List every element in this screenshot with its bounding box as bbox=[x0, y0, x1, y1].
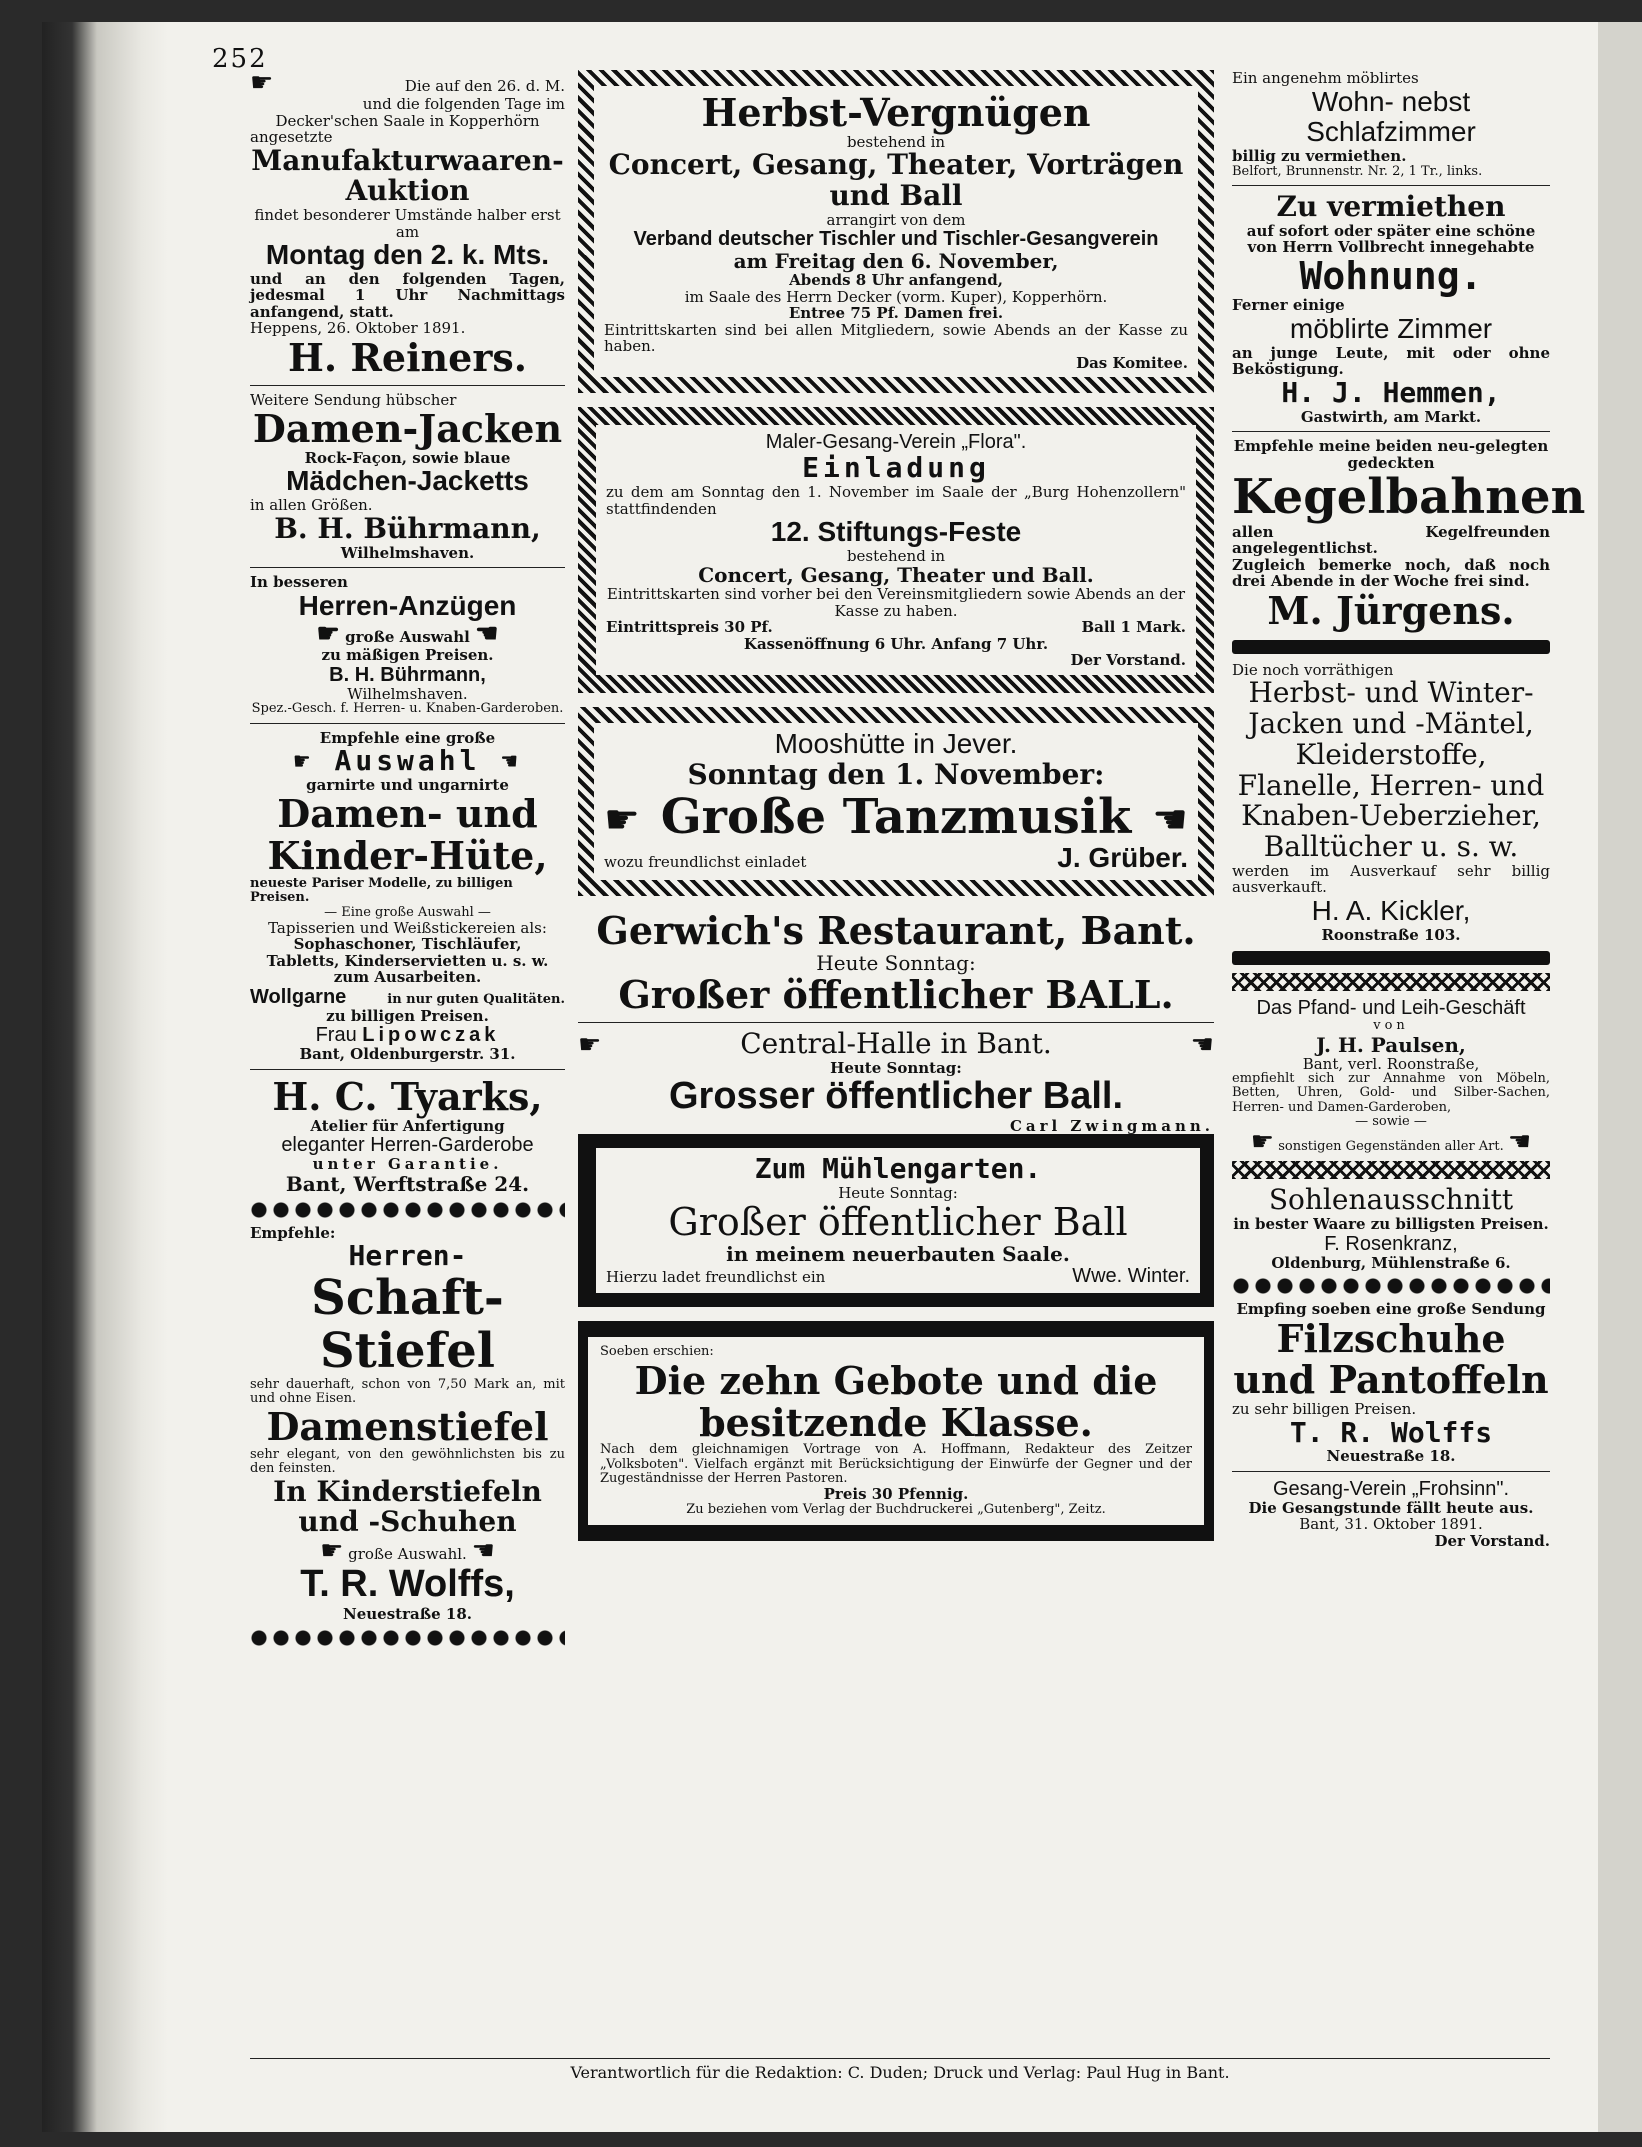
ad-text: und die folgenden Tage im bbox=[362, 95, 565, 113]
divider bbox=[250, 385, 565, 386]
pointing-hand-icon: ☚ bbox=[1507, 1127, 1532, 1158]
ad-signature: T. R. Wolffs bbox=[1289, 1415, 1493, 1449]
ad-text: zum Ausarbeiten. bbox=[333, 968, 482, 987]
ad-jacken bbox=[250, 392, 565, 561]
ad-muehle bbox=[578, 1134, 1214, 1307]
ad-text: im Saale des Herrn Decker (vorm. Kuper), Kopperhörn. bbox=[684, 287, 1108, 306]
ad-central bbox=[578, 1026, 1214, 1135]
ad-signature: B. H. Bührmann, bbox=[274, 511, 541, 545]
pointing-hand-icon: ☚ bbox=[471, 1536, 495, 1567]
ad-signature: M. Jürgens. bbox=[1267, 587, 1515, 633]
ad-text: Gastwirth, am Markt. bbox=[1300, 407, 1482, 426]
ad-text: garnirte und ungarnirte bbox=[306, 775, 509, 794]
ad-text: Ball 1 Mark. bbox=[1081, 618, 1186, 637]
ad-text: Tabletts, Kinderservietten u. s. w. bbox=[266, 951, 549, 970]
ad-text: Wilhelmshaven. bbox=[340, 543, 475, 562]
ad-text: sonstigen Gegenständen aller Art. bbox=[1278, 1139, 1504, 1155]
ad-text: Zu beziehen vom Verlag der Buchdruckerei „Gutenberg", Zeitz. bbox=[686, 1501, 1106, 1517]
ad-text: in nur guten Qualitäten. bbox=[387, 991, 565, 1007]
ad-text: Ein angenehm möblirtes bbox=[1232, 69, 1419, 87]
ad-title: Damen- und bbox=[277, 791, 538, 837]
page-edge bbox=[1598, 22, 1642, 2132]
ad-title: Kinder-Hüte, bbox=[267, 833, 548, 879]
ad-anzuege bbox=[250, 574, 565, 717]
ad-vermiethen bbox=[1232, 189, 1550, 426]
ad-text: unter Garantie. bbox=[312, 1155, 503, 1174]
ad-text: von bbox=[1373, 1018, 1409, 1034]
ad-text: Die Gesangstunde fällt heute aus. bbox=[1248, 1498, 1534, 1517]
ad-title: Damenstiefel bbox=[266, 1404, 549, 1450]
ad-text: Atelier für Anfertigung bbox=[310, 1116, 505, 1135]
ad-text: Rock-Façon, sowie blaue bbox=[304, 448, 511, 467]
ad-text: Oldenburg, Mühlenstraße 6. bbox=[1271, 1253, 1511, 1272]
ad-title: Herbst-Vergnügen bbox=[701, 90, 1091, 135]
ad-wohn bbox=[1232, 70, 1550, 179]
ad-title: Mädchen-Jacketts bbox=[286, 465, 529, 497]
pointing-hand-icon: ☛ bbox=[320, 1536, 344, 1567]
ad-text: Spez.-Gesch. f. Herren- u. Knaben-Garderoben. bbox=[251, 701, 564, 717]
ad-title: Wohnung. bbox=[1299, 253, 1483, 298]
middle-column bbox=[578, 70, 1214, 1541]
ad-text: Empfing soeben eine große Sendung bbox=[1236, 1300, 1546, 1319]
pointing-hand-icon: ☛ bbox=[250, 68, 274, 98]
ad-text: empfiehlt sich zur Annahme von Möbeln, Betten, Uhren, Gold- und Silber-Sachen, Herren- und Damen-Garderoben, bbox=[1232, 1071, 1550, 1115]
ad-signature: Lipowczak bbox=[362, 1024, 500, 1047]
ad-title: Sonntag den 1. November: bbox=[687, 757, 1105, 791]
ad-text: Belfort, Brunnenstr. Nr. 2, 1 Tr., links. bbox=[1232, 163, 1483, 179]
pointing-hand-icon: ☛ bbox=[604, 796, 640, 843]
ad-text: bestehend in bbox=[846, 546, 946, 565]
ad-tyarks bbox=[250, 1073, 565, 1196]
ad-text: Tapisserien und Weißstickereien als: bbox=[268, 918, 547, 937]
ad-text: Empfehle eine große bbox=[319, 728, 496, 747]
ad-text: billig zu vermiethen. bbox=[1232, 147, 1407, 166]
ad-text: angesetzte bbox=[250, 128, 333, 146]
ad-title: möblirte Zimmer bbox=[1289, 312, 1493, 344]
ad-text: neueste Pariser Modelle, zu billigen Preisen. bbox=[250, 876, 513, 906]
ad-text: in bester Waare zu billigsten Preisen. bbox=[1233, 1215, 1549, 1234]
divider bbox=[1232, 1471, 1550, 1472]
ad-title: Großer öffentlicher BALL. bbox=[618, 971, 1174, 1017]
ad-text: und an den folgenden Tagen, jedesmal 1 Uhr Nachmittags anfangend, statt. bbox=[250, 269, 565, 321]
ad-text: zu sehr billigen Preisen. bbox=[1232, 1400, 1417, 1419]
ad-text: Frau bbox=[315, 1024, 357, 1047]
ad-date: Montag den 2. k. Mts. bbox=[265, 239, 550, 271]
ad-text: Wilhelmshaven. bbox=[347, 684, 468, 703]
imprint-footer: Verantwortlich für die Redaktion: C. Duden; Druck und Verlag: Paul Hug in Bant. bbox=[250, 2058, 1550, 2082]
ad-text: große Auswahl bbox=[345, 628, 470, 647]
pointing-hand-icon: ☚ bbox=[1152, 796, 1188, 843]
ad-text: Zugleich bemerke noch, daß noch drei Abende in der Woche frei sind. bbox=[1232, 555, 1550, 591]
ad-signature: H. A. Kickler, bbox=[1311, 894, 1471, 926]
ad-text: Nach dem gleichnamigen Vortrage von A. Hoffmann, Redakteur des Zeitzer „Volksboten". Vielfach ergänzt mit Berücksichtigung der Einwürfe der Gegner und der Zugeständnisse der Herren Pastoren. bbox=[600, 1442, 1192, 1486]
pointing-hand-icon: ☚ bbox=[1190, 1029, 1214, 1060]
ad-text: in meinem neuerbauten Saale. bbox=[726, 1242, 1070, 1267]
ad-kickler bbox=[1232, 662, 1550, 944]
ad-text: Neuestraße 18. bbox=[1326, 1447, 1456, 1466]
ad-text: Roonstraße 103. bbox=[1321, 925, 1461, 944]
ad-text: Empfehle: bbox=[250, 1223, 336, 1242]
ad-text: Preis 30 Pfennig. bbox=[823, 1485, 969, 1504]
ad-text: auf sofort oder später eine schöne von Herrn Vollbrecht innegehabte bbox=[1246, 221, 1536, 257]
decorative-border bbox=[250, 1201, 565, 1219]
ad-title: H. C. Tyarks, bbox=[272, 1073, 543, 1119]
ad-text: In besseren bbox=[250, 573, 348, 592]
ad-title: Schaft-Stiefel bbox=[311, 1270, 504, 1379]
ad-kegel bbox=[1232, 437, 1586, 633]
pointing-hand-icon: ☚ bbox=[475, 619, 499, 650]
pointing-hand-icon: ☛ bbox=[316, 619, 340, 650]
ad-title: Grosser öffentlicher Ball. bbox=[668, 1075, 1123, 1118]
divider bbox=[250, 567, 565, 568]
ad-text: Ferner einige bbox=[1232, 296, 1345, 315]
right-column bbox=[1232, 69, 1586, 1550]
decorative-border bbox=[250, 1629, 565, 1647]
ad-title: Damen-Jacken bbox=[252, 406, 563, 452]
ad-title: Wollgarne bbox=[250, 985, 347, 1008]
divider bbox=[1232, 185, 1550, 186]
ad-herbst bbox=[578, 70, 1214, 393]
ad-title: Großer öffentlicher Ball bbox=[668, 1199, 1128, 1244]
ad-title: Mooshütte in Jever. bbox=[774, 727, 1018, 759]
ad-title: 12. Stiftungs-Feste bbox=[770, 516, 1022, 548]
ad-title: Kegelbahnen bbox=[1232, 469, 1586, 526]
ad-text: wozu freundlichst einladet bbox=[604, 853, 807, 872]
pointing-hand-icon: ☛ bbox=[578, 1029, 602, 1060]
ad-text: große Auswahl. bbox=[348, 1545, 467, 1564]
ad-text: Bant, Oldenburgerstr. 31. bbox=[299, 1045, 516, 1064]
ad-gerwich bbox=[578, 910, 1214, 1016]
ad-flora bbox=[578, 407, 1214, 693]
decorative-border bbox=[1232, 951, 1550, 965]
ad-text: Die auf den 26. d. M. bbox=[404, 77, 565, 95]
ad-text: Bant, Werftstraße 24. bbox=[285, 1171, 530, 1196]
ad-signature: Der Vorstand. bbox=[1070, 651, 1186, 670]
ad-signature: B. H. Bührmann, bbox=[329, 663, 486, 686]
ad-text: Heute Sonntag: bbox=[816, 950, 976, 975]
ad-text: Entree 75 Pf. Damen frei. bbox=[788, 304, 1004, 323]
ad-text: allen Kegelfreunden angelegentlichst. bbox=[1232, 522, 1550, 558]
ad-pfand bbox=[1232, 997, 1550, 1158]
ad-text: — Eine große Auswahl — bbox=[324, 904, 491, 920]
ad-text: zu dem am Sonntag den 1. November im Saale der „Burg Hohenzollern" stattfindenden bbox=[606, 483, 1186, 518]
ad-text: Eintrittskarten sind bei allen Mitgliedern, sowie Abends an der Kasse zu haben. bbox=[604, 320, 1188, 356]
ad-title: Verband deutscher Tischler und Tischler-Gesangverein bbox=[633, 228, 1159, 251]
ad-signature: H. Reiners. bbox=[287, 334, 527, 380]
ad-text: Empfehle meine beiden neu-gelegten gedeckten bbox=[1233, 437, 1549, 472]
ad-text: sehr elegant, von den gewöhnlichsten bis zu den feinsten. bbox=[250, 1447, 565, 1477]
ad-title: Einladung bbox=[802, 451, 990, 485]
ad-text: sehr dauerhaft, schon von 7,50 Mark an, mit und ohne Eisen. bbox=[250, 1376, 565, 1406]
ad-text: in allen Größen. bbox=[250, 496, 373, 515]
divider bbox=[250, 723, 565, 724]
ad-title: Maler-Gesang-Verein „Flora". bbox=[765, 431, 1027, 454]
ad-signature: J. H. Paulsen, bbox=[1316, 1032, 1466, 1057]
ad-text: arrangirt von dem bbox=[826, 210, 966, 229]
ad-text: Soeben erschien: bbox=[600, 1344, 714, 1360]
ad-title: Gesang-Verein „Frohsinn". bbox=[1272, 1477, 1510, 1500]
decorative-border bbox=[1232, 1277, 1550, 1295]
ad-text: Sophaschoner, Tischläufer, bbox=[293, 935, 522, 954]
ad-text: Heute Sonntag: bbox=[838, 1184, 958, 1203]
ad-text: Concert, Gesang, Theater und Ball. bbox=[698, 563, 1094, 588]
divider bbox=[250, 1069, 565, 1070]
ad-title: Zum Mühlengarten. bbox=[754, 1152, 1042, 1186]
ad-frohsinn bbox=[1232, 1478, 1550, 1550]
ad-text: Neuestraße 18. bbox=[343, 1605, 472, 1624]
book-spine bbox=[42, 22, 168, 2132]
ad-title: In Kinderstiefeln und -Schuhen bbox=[273, 1474, 542, 1539]
page-number: 252 bbox=[212, 44, 268, 74]
ad-moos bbox=[578, 707, 1214, 896]
ad-title: Herren- bbox=[348, 1239, 467, 1273]
ad-text: — sowie — bbox=[1355, 1113, 1427, 1129]
pointing-hand-icon: ☛ bbox=[1250, 1127, 1275, 1158]
ad-title: Central-Halle in Bant. bbox=[740, 1026, 1052, 1060]
ad-signature: T. R. Wolffs, bbox=[300, 1563, 515, 1606]
ad-title: Auktion bbox=[345, 174, 470, 208]
ad-text: Die noch vorräthigen bbox=[1232, 660, 1394, 679]
ad-signature: Der Vorstand. bbox=[1434, 1531, 1550, 1550]
ad-signature: Carl Zwingmann. bbox=[1009, 1116, 1214, 1135]
divider bbox=[578, 1022, 1214, 1023]
pointing-hand-icon: ☛ bbox=[293, 747, 314, 778]
ad-text: werden im Ausverkauf sehr billig ausverkauft. bbox=[1232, 861, 1550, 897]
ad-huete bbox=[250, 730, 565, 1063]
ad-signature: J. Grüber. bbox=[1057, 842, 1188, 874]
decorative-border bbox=[1232, 1161, 1550, 1179]
ad-text: am Freitag den 6. November, bbox=[733, 249, 1059, 274]
ad-signature: Wwe. Winter. bbox=[1072, 1265, 1190, 1288]
ad-title: Filzschuhe und Pantoffeln bbox=[1233, 1315, 1549, 1403]
ad-title: Concert, Gesang, Theater, Vorträgen und Ball bbox=[608, 148, 1184, 213]
decorative-border bbox=[1232, 973, 1550, 991]
ad-auction bbox=[250, 70, 565, 379]
ad-title: Manufakturwaaren- bbox=[251, 143, 564, 177]
pointing-hand-icon: ☚ bbox=[501, 747, 522, 778]
ad-signature: F. Rosenkranz, bbox=[1324, 1232, 1458, 1255]
ad-text: Eintrittspreis 30 Pf. bbox=[606, 618, 773, 637]
ad-signature: H. J. Hemmen, bbox=[1281, 375, 1501, 409]
ad-sohlen bbox=[1232, 1185, 1550, 1271]
ad-text: Bant, verl. Roonstraße, bbox=[1302, 1054, 1480, 1073]
ad-title: Zu vermiethen bbox=[1276, 189, 1506, 223]
ad-text: Kassenöffnung 6 Uhr. Anfang 7 Uhr. bbox=[743, 634, 1049, 653]
ad-signature: Das Komitee. bbox=[1076, 353, 1188, 372]
ad-text: findet besonderer Umstände halber erst am bbox=[254, 206, 561, 241]
ad-text: Hierzu ladet freundlichst ein bbox=[606, 1268, 826, 1287]
ad-title: Die zehn Gebote und die besitzende Klasse. bbox=[634, 1357, 1158, 1445]
left-column bbox=[250, 70, 565, 1653]
ad-title: Große Tanzmusik bbox=[660, 788, 1132, 845]
ad-text: Abends 8 Uhr anfangend, bbox=[789, 271, 1003, 290]
ad-text: Weitere Sendung hübscher bbox=[250, 390, 457, 409]
ad-filz bbox=[1232, 1301, 1550, 1465]
ad-title: Herbst- und Winter-Jacken und -Mäntel, Kleiderstoffe, Flanelle, Herren- und Knaben-Ueberzieher, Balltücher u. s. w. bbox=[1237, 676, 1545, 864]
ad-title: Gerwich's Restaurant, Bant. bbox=[596, 908, 1196, 954]
ad-text: Eintrittskarten sind vorher bei den Vereinsmitgliedern sowie Abends an der Kasse zu haben. bbox=[606, 585, 1186, 620]
ad-text: Heute Sonntag: bbox=[830, 1058, 962, 1077]
ad-text: an junge Leute, mit oder ohne Beköstigung. bbox=[1232, 343, 1550, 379]
ad-title: Wohn- nebst Schlafzimmer bbox=[1306, 85, 1476, 148]
ad-stiefel bbox=[250, 1225, 565, 1623]
ad-text: Heppens, 26. Oktober 1891. bbox=[250, 319, 466, 338]
ad-text: zu mäßigen Preisen. bbox=[321, 646, 494, 665]
ad-title: Das Pfand- und Leih-Geschäft bbox=[1256, 997, 1526, 1020]
ad-text: Bant, 31. Oktober 1891. bbox=[1299, 1515, 1483, 1534]
ad-text: bestehend in bbox=[846, 132, 946, 151]
divider bbox=[1232, 431, 1550, 432]
ad-text: zu billigen Preisen. bbox=[326, 1006, 489, 1025]
ad-title: Sohlenausschnitt bbox=[1268, 1183, 1514, 1217]
decorative-border bbox=[1232, 640, 1550, 654]
ad-gebote bbox=[578, 1321, 1214, 1541]
ad-title: Herren-Anzügen bbox=[298, 589, 517, 621]
ad-text: Decker'schen Saale in Kopperhörn bbox=[275, 111, 540, 130]
ad-text: eleganter Herren-Garderobe bbox=[281, 1134, 534, 1157]
ad-title: Auswahl bbox=[334, 744, 481, 778]
